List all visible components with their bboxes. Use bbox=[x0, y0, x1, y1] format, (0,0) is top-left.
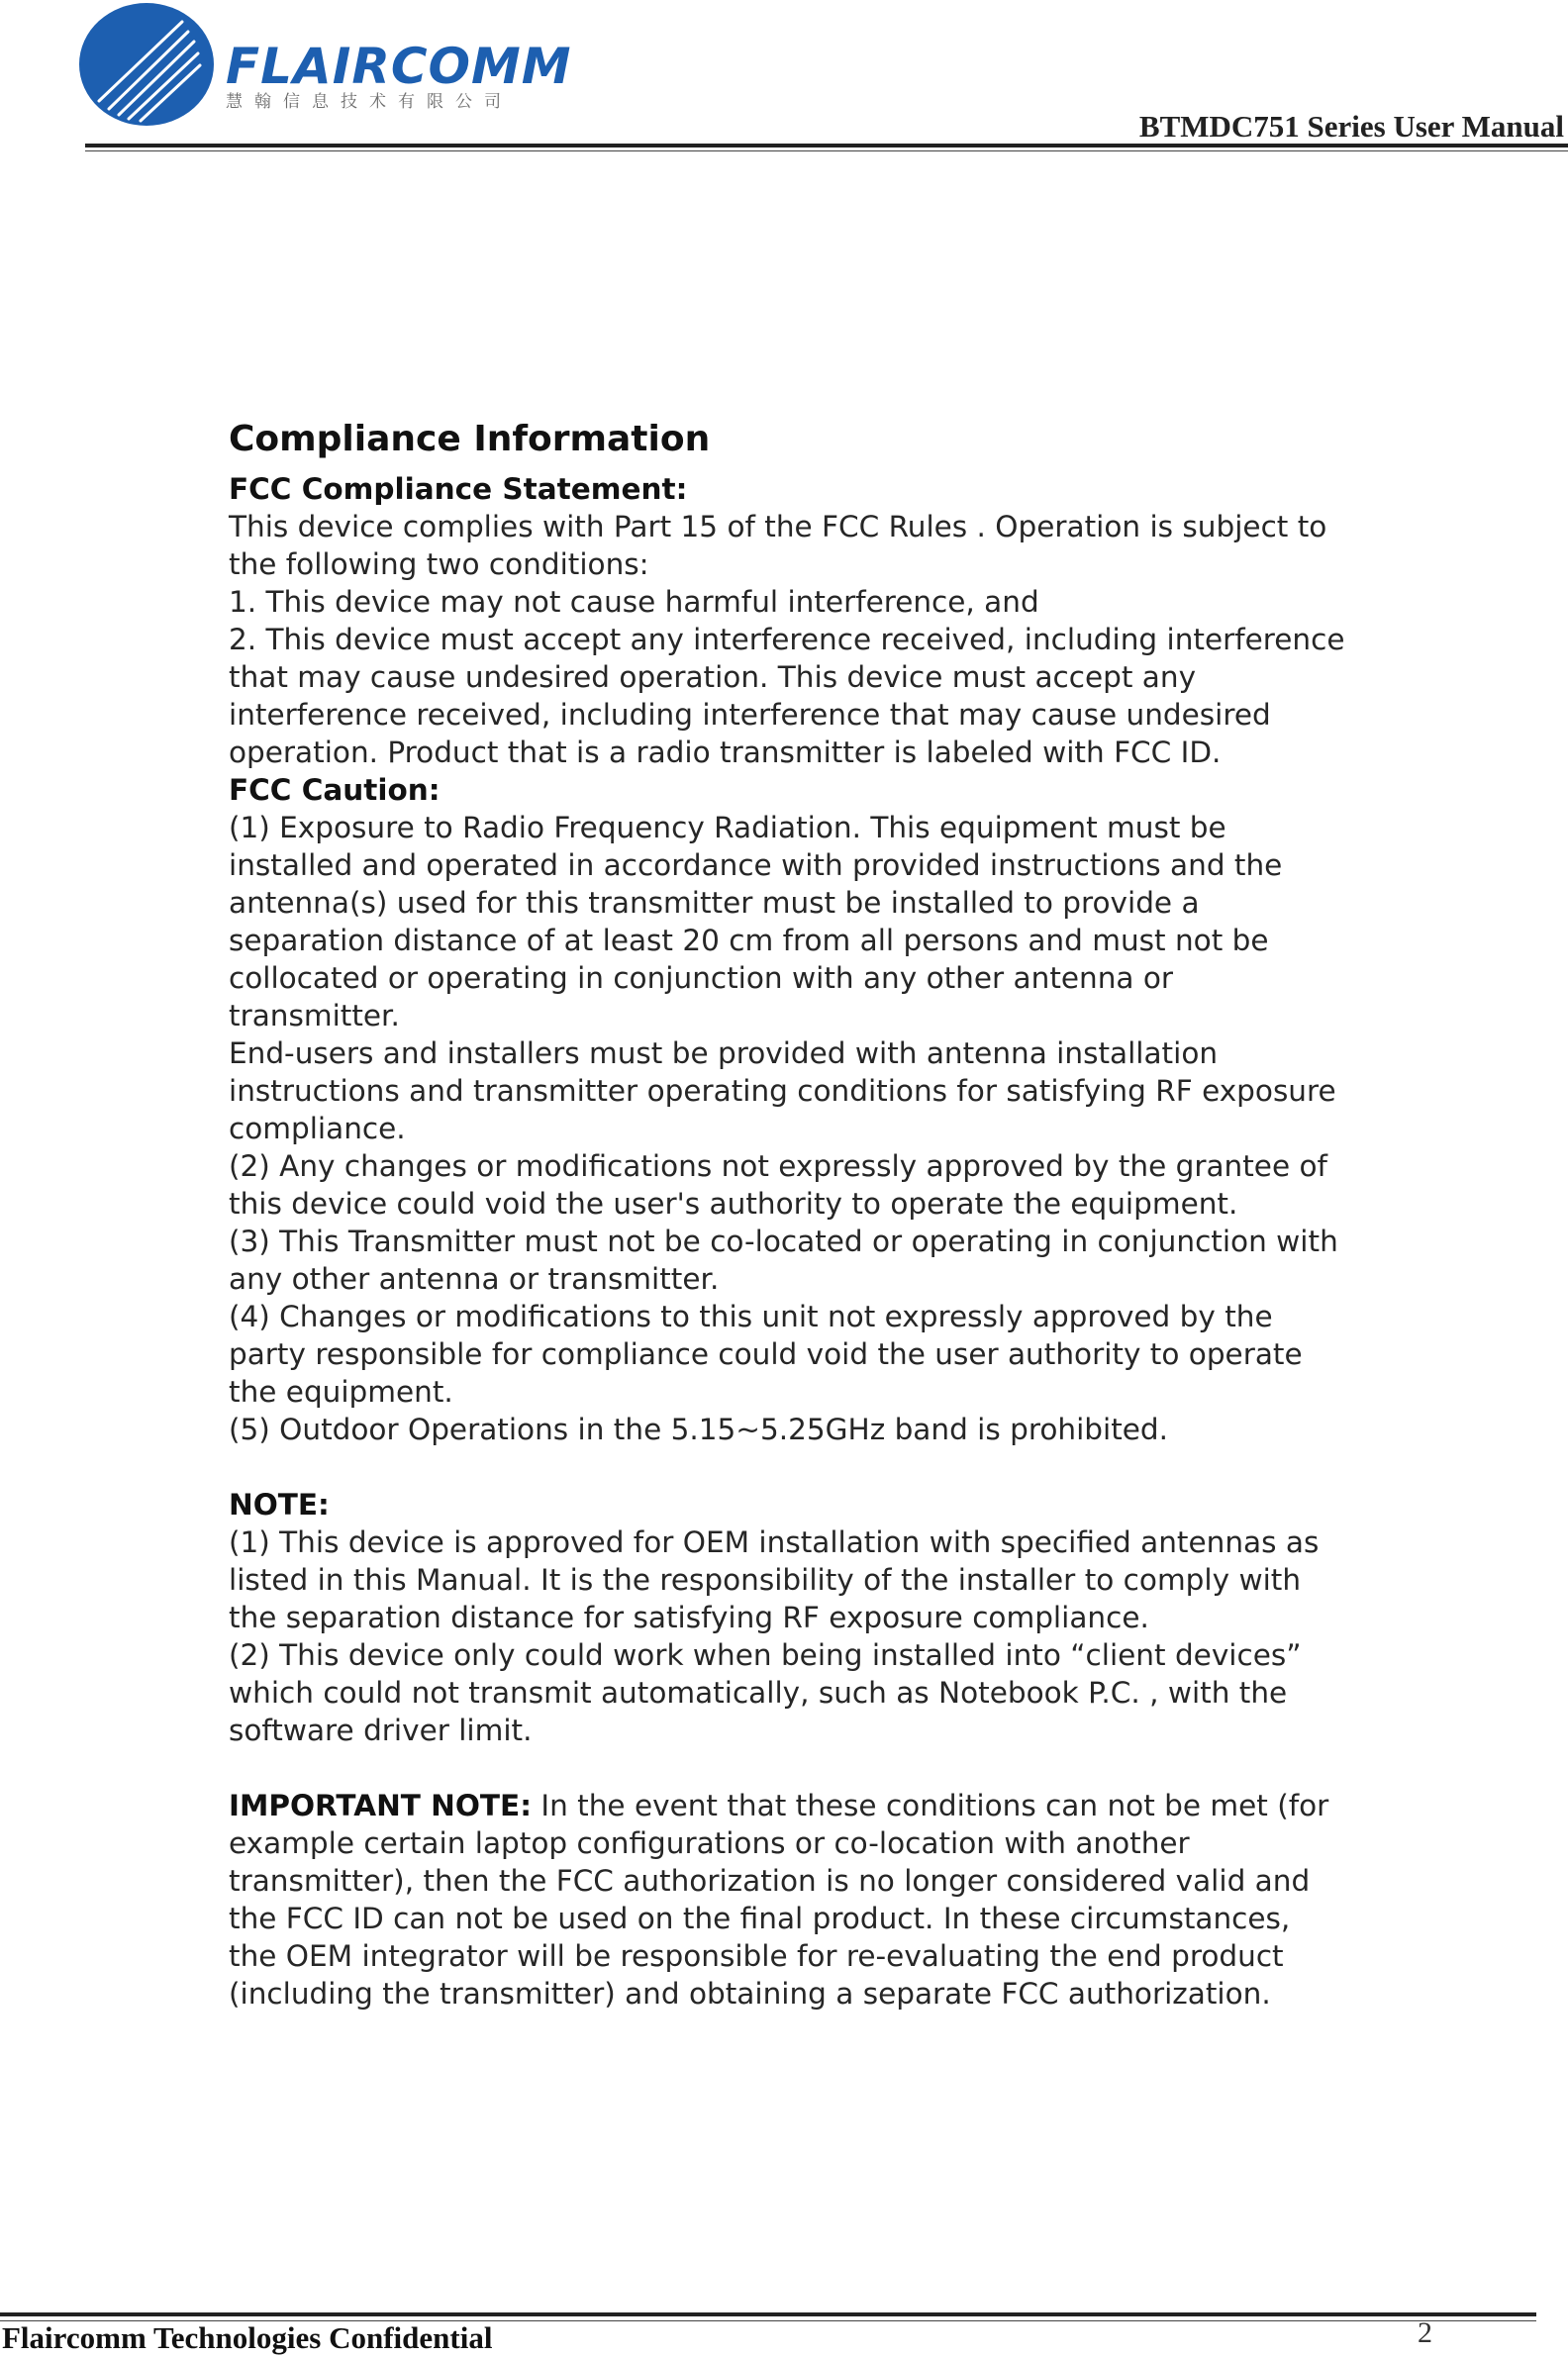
important-note-text: In the event that these conditions can not be met (for example certain laptop configurations or co-location with another transmitter), then the FCC authorization is no longer considered valid and the FCC ID can not be used on the final product. In these circumstances, the OEM integrator will be responsible for re-evaluating the end product (including the transmitter) and obtaining a separate FCC authorization. bbox=[229, 1789, 1329, 2011]
fcc-caution-2: (2) Any changes or modifications not expressly approved by the grantee of this device could void the user's authority to operate the equipment. bbox=[229, 1149, 1327, 1221]
important-note bbox=[229, 1787, 1347, 2013]
header-rule bbox=[85, 144, 1568, 147]
note-2: (2) This device only could work when being installed into “client devices” which could not transmit automatically, such as Notebook P.C. , with the software driver limit. bbox=[229, 1638, 1302, 1747]
footer-confidential: Flaircomm Technologies Confidential bbox=[2, 2320, 493, 2355]
note-heading: NOTE: bbox=[229, 1488, 330, 1522]
flaircomm-logo-icon bbox=[77, 0, 216, 129]
fcc-caution-1b: End-users and installers must be provided with antenna installation instructions and transmitter operating conditions for satisfying RF exposure compliance. bbox=[229, 1036, 1336, 1145]
fcc-caution-1: (1) Exposure to Radio Frequency Radiation. This equipment must be installed and operated in accordance with provided instructions and the antenna(s) used for this transmitter must be installed to provide a separation distance of at least 20 cm from all persons and must not be collocated or operating in conjunction with any other antenna or transmitter. bbox=[229, 811, 1283, 1032]
brand-name: FLAIRCOMM bbox=[226, 38, 572, 95]
fcc-statement-intro: This device complies with Part 15 of the FCC Rules . Operation is subject to the following two conditions: bbox=[229, 510, 1327, 581]
fcc-statement-heading: FCC Compliance Statement: bbox=[229, 472, 688, 506]
note-1: (1) This device is approved for OEM installation with specified antennas as listed in this Manual. It is the responsibility of the installer to comply with the separation distance for satisfying RF exposure compliance. bbox=[229, 1525, 1320, 1634]
brand-subtitle: 慧翰信息技术有限公司 bbox=[226, 92, 513, 112]
page-title: Compliance Information bbox=[229, 419, 711, 459]
header-rule-thin bbox=[85, 150, 1568, 151]
fcc-caution-5: (5) Outdoor Operations in the 5.15~5.25GHz band is prohibited. bbox=[229, 1413, 1169, 1446]
fcc-caution-heading: FCC Caution: bbox=[229, 773, 441, 807]
fcc-caution-4: (4) Changes or modifications to this unit not expressly approved by the party responsible for compliance could void the user authority to operate the equipment. bbox=[229, 1300, 1303, 1409]
fcc-condition-2: 2. This device must accept any interference received, including interference that may cause undesired operation. This device must accept any interference received, including interference that may cause undesired operation. Product that is a radio transmitter is labeled with FCC ID. bbox=[229, 623, 1345, 769]
compliance-section bbox=[229, 414, 1347, 2013]
page-number: 2 bbox=[1418, 2316, 1432, 2349]
important-note-label: IMPORTANT NOTE: bbox=[229, 1789, 533, 1822]
fcc-caution-3: (3) This Transmitter must not be co-located or operating in conjunction with any other antenna or transmitter. bbox=[229, 1225, 1338, 1296]
footer-rule bbox=[0, 2312, 1536, 2316]
manual-title: BTMDC751 Series User Manual bbox=[1138, 109, 1564, 144]
fcc-condition-1: 1. This device may not cause harmful interference, and bbox=[229, 585, 1039, 619]
